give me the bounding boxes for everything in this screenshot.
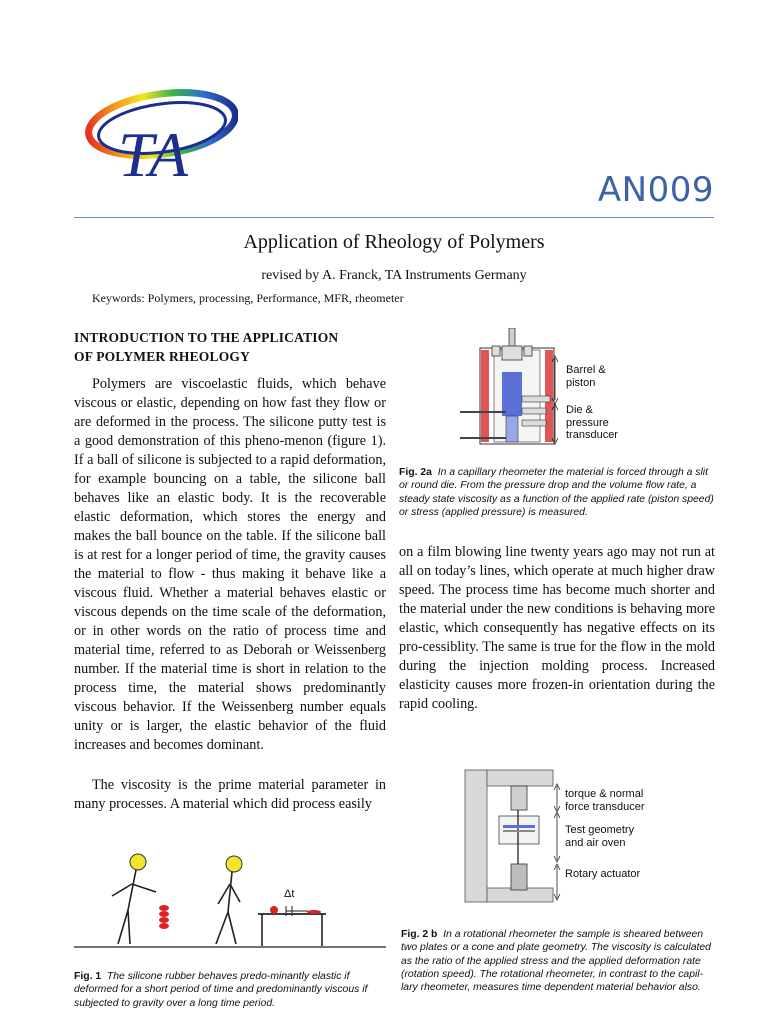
logo-text: TA <box>118 119 188 188</box>
fig1-silicone-illustration <box>72 848 388 960</box>
section-heading <box>74 328 384 366</box>
fig2b-rotational-diagram <box>455 764 717 906</box>
ball-bounce-3 <box>159 917 169 923</box>
fig2b-caption-tag: Fig. 2 b <box>401 929 438 940</box>
fig1-caption <box>74 970 390 1010</box>
intro-paragraph-1: Polymers are viscoelastic fluids, which behave viscous or elastic, depending on how fast they flow or are deformed in the process. The silicone putty test is a good demonstration of this pheno-menon (figure 1). If a ball of silicone is subjected to a rapid deformation, for example bouncing on a table, the silicone ball behaves like an elastic body. It is the recoverable elastic deformation, which stores the energy and makes the ball bounce on the table. If the silicone ball is at rest for a longer period of time, the gravity causes the material to flow - thus making it behave like a viscous fluid. Whether a material behaves elastic or viscous depends on the time scale of the deformation, or in other words on the ratio of process time and material time, referred to as Deborah or Weissenberg number. If the material time is short in relation to the process time, the material shows predominantly viscous behavior. If the Weissenberg number equals unity or is larger, the elastic behavior of the fluid increases and becomes dominant. <box>74 376 386 753</box>
keywords-line: Keywords: Polymers, processing, Performance, MFR, rheometer <box>92 291 404 305</box>
fig2b-label-torque: torque & normal force transducer <box>565 788 645 813</box>
document-code: AN009 <box>597 170 714 210</box>
fig2a-capillary-diagram <box>452 328 718 452</box>
ball-at-rest <box>270 906 278 914</box>
intro-paragraph-2: The viscosity is the prime material parameter in many processes. A material which did process easily <box>74 777 386 812</box>
fig2a-label-die: Die & pressure transducer <box>566 404 618 441</box>
fig2b-caption-text: In a rotational rheometer the sample is sheared between two plates or a cone and plate geometry. The viscosity is calculated as the ratio of the applied stress and the applied deformation rate (rotation speed). The rotational rheometer, in contrast to the capil-lary rheometer, measures time dependent material behavior also. <box>401 929 711 994</box>
author-line: revised by A. Franck, TA Instruments Germany <box>261 268 527 283</box>
header-divider <box>74 217 714 218</box>
fig2a-label-barrel: Barrel & piston <box>566 364 606 389</box>
fig2b-label-rotary: Rotary actuator <box>565 868 641 880</box>
figure1-head <box>130 854 146 870</box>
section-heading-line2: OF POLYMER RHEOLOGY <box>74 349 251 364</box>
section-heading-line1: INTRODUCTION TO THE APPLICATION <box>74 330 339 345</box>
ball-bounce-2 <box>159 911 169 917</box>
ball-flowed <box>307 910 321 914</box>
figure2-head <box>226 856 242 872</box>
fig2b-label-geometry: Test geometry and air oven <box>565 824 635 849</box>
fig2a-caption <box>399 466 715 519</box>
ball-bounce-4 <box>159 923 169 929</box>
document-title: Application of Rheology of Polymers <box>243 231 545 253</box>
fig2a-caption-text: In a capillary rheometer the material is forced through a slit or round die. From the pressure drop and the volume flow rate, a steady state viscosity as a function of the applied rate (piston speed) or stress (applied pressure) is measured. <box>399 467 714 518</box>
delta-t-label: Δt <box>284 888 295 900</box>
column2-paragraph: on a film blowing line twenty years ago may not run at all on today’s lines, which operate at much higher draw speed. The process time has become much shorter and the material under the new conditions is behaving more elastic, which consequently has negative effects on its pro-cessiblity. The same is true for the flow in the mold during the injection molding process. Increased elasticity causes more frozen-in orientation during the rapid cooling. <box>399 544 715 712</box>
ta-logo <box>78 76 238 188</box>
ball-bounce-1 <box>159 905 169 911</box>
fig2a-caption-tag: Fig. 2a <box>399 467 432 478</box>
fig2b-caption <box>401 928 717 994</box>
fig1-caption-tag: Fig. 1 <box>74 971 102 982</box>
fig1-caption-text: The silicone rubber behaves predo-minantly elastic if deformed for a short period of time and predominantly viscous if subjected to gravity over a long time period. <box>74 971 368 1009</box>
